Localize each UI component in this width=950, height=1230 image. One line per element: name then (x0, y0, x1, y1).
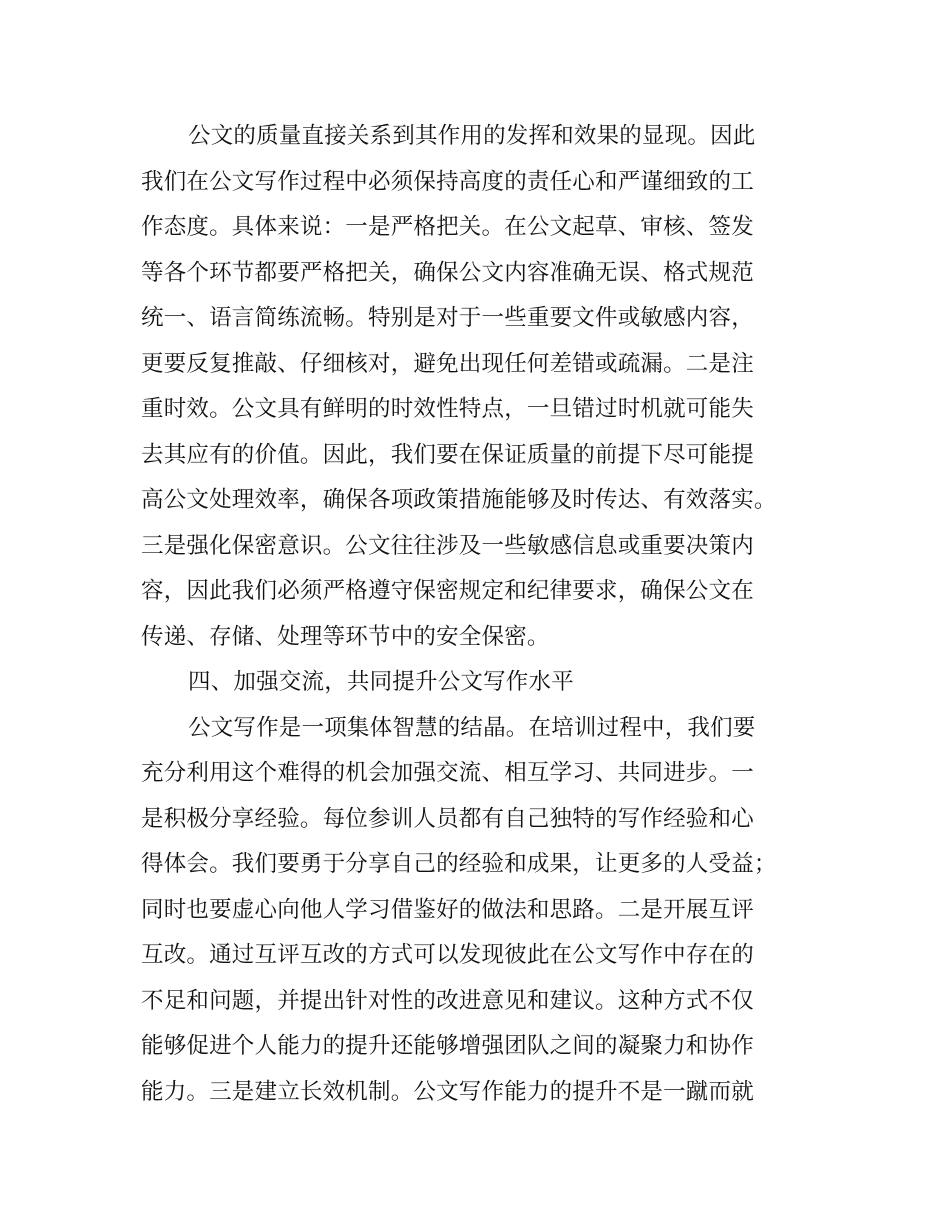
paragraph-exchange (141, 706, 831, 1116)
section-heading (141, 660, 831, 706)
document-body (141, 114, 831, 1115)
paragraph-line: 去其应有的价值。因此，我们要在保证质量的前提下尽可能提 (141, 441, 754, 468)
paragraph-line: 作态度。具体来说：一是严格把关。在公文起草、审核、签发 (141, 214, 754, 240)
paragraph-line: 互改。通过互评互改的方式可以发现彼此在公文写作中存在的 (141, 942, 754, 968)
paragraph-line: 统一、语言简练流畅。特别是对于一些重要文件或敏感内容， (141, 305, 754, 331)
paragraph-quality (141, 114, 831, 660)
paragraph-line: 是积极分享经验。每位参训人员都有自己独特的写作经验和心 (141, 805, 754, 832)
paragraph-line: 容，因此我们必须严格遵守保密规定和纪律要求，确保公文在 (141, 578, 754, 604)
paragraph-line: 更要反复推敲、仔细核对，避免出现任何差错或疏漏。二是注 (141, 350, 754, 377)
paragraph-line: 我们在公文写作过程中必须保持高度的责任心和严谨细致的工 (141, 168, 754, 195)
section-heading-text: 四、加强交流，共同提升公文写作水平 (188, 669, 574, 695)
paragraph-line: 等各个环节都要严格把关，确保公文内容准确无误、格式规范 (141, 259, 754, 286)
paragraph-line: 能力。三是建立长效机制。公文写作能力的提升不是一蹴而就 (141, 1078, 754, 1105)
paragraph-line: 公文的质量直接关系到其作用的发挥和效果的显现。因此 (188, 123, 756, 149)
paragraph-line: 高公文处理效率，确保各项政策措施能够及时传达、有效落实。 (141, 487, 777, 513)
paragraph-line: 重时效。公文具有鲜明的时效性特点，一旦错过时机就可能失 (141, 396, 754, 422)
paragraph-line: 传递、存储、处理等环节中的安全保密。 (141, 623, 550, 650)
paragraph-line: 能够促进个人能力的提升还能够增强团队之间的凝聚力和协作 (141, 1033, 754, 1059)
paragraph-line: 充分利用这个难得的机会加强交流、相互学习、共同进步。一 (141, 760, 754, 786)
paragraph-line: 公文写作是一项集体智慧的结晶。在培训过程中，我们要 (188, 714, 756, 741)
paragraph-line: 三是强化保密意识。公文往往涉及一些敏感信息或重要决策内 (141, 532, 754, 559)
paragraph-line: 同时也要虚心向他人学习借鉴好的做法和思路。二是开展互评 (141, 896, 754, 923)
paragraph-line: 得体会。我们要勇于分享自己的经验和成果，让更多的人受益； (141, 851, 777, 877)
paragraph-line: 不足和问题，并提出针对性的改进意见和建议。这种方式不仅 (141, 987, 754, 1014)
